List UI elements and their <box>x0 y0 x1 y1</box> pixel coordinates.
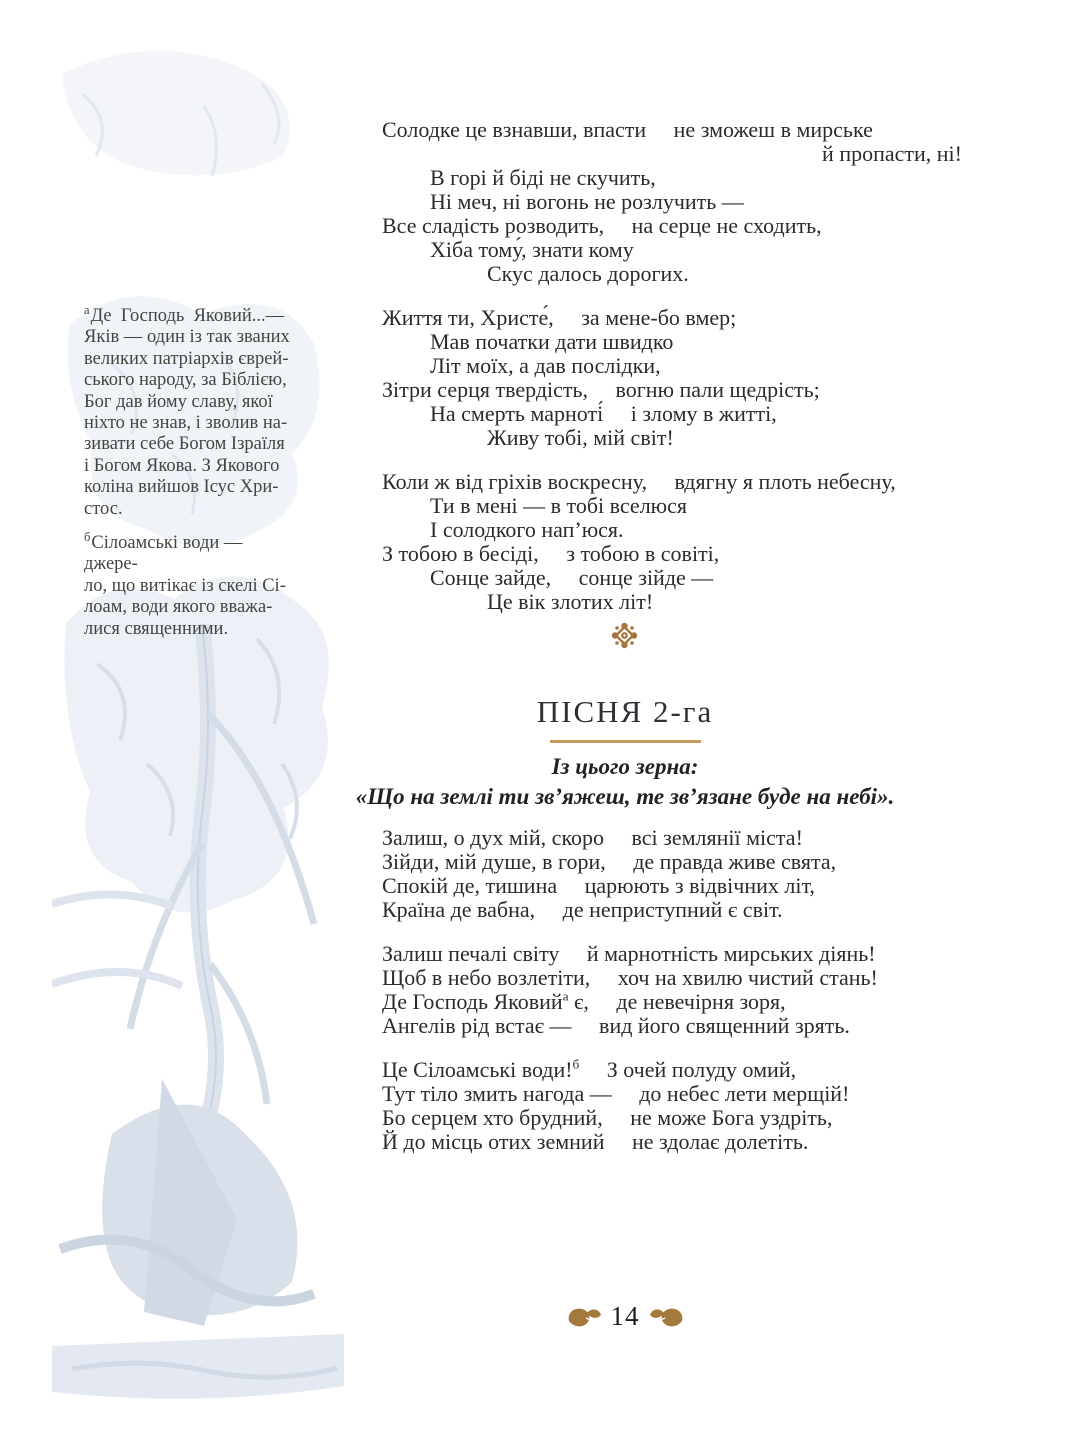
poem-line: Хіба тому́, знати кому <box>430 237 634 262</box>
footnote-line: коліна вийшов Ісус Хри- <box>84 477 279 498</box>
poem-line: Сонце зайде, сонце зійде — <box>430 565 714 590</box>
footnote-line: великих патріархів єврей- <box>84 348 289 369</box>
footnote-line: ніхто не знав, і зволив на- <box>84 413 288 434</box>
poem-line: Зітри серця твердість, вогню пали щедрість; <box>382 377 820 402</box>
footnote-reference: б <box>572 1056 580 1072</box>
stanza <box>382 118 982 286</box>
poem-line: Де Господь Яковий$^а$ є, де невечірня зоря, <box>382 988 786 1014</box>
footnote-line: $^б$Сілоамські води — джере- <box>84 529 248 575</box>
poem-line: Скус далось дорогих. <box>487 261 689 286</box>
song-two-stanzas <box>382 826 982 1154</box>
song-heading: ПІСНЯ 2-га <box>536 694 714 729</box>
poem-line: Спокій де, тишина царюють з відвічних літ, <box>382 873 815 898</box>
footnote-line: і Богом Якова. З Якового <box>84 455 280 476</box>
poem-line: Ангелів рід встає — вид його священний зрять. <box>382 1013 850 1038</box>
epigraph <box>330 752 920 812</box>
poem-line: Все сладість розводить, на серце не сходить, <box>382 213 822 238</box>
poem-line: Бо серцем хто брудний, не може Бога уздріть, <box>382 1105 833 1130</box>
footnotes-column <box>84 302 300 653</box>
poem-line: На смерть марноті́ і злому в житті, <box>430 401 777 426</box>
poem-line: Коли ж від гріхів воскресну, вдягну я плоть небесну, <box>382 469 896 494</box>
footnote <box>84 302 300 520</box>
heading-rule <box>550 740 701 743</box>
stanza <box>382 1058 982 1154</box>
poem-line: Це Сілоамські води!$^б$ З очей полуду омий, <box>382 1056 797 1082</box>
poem-line: Літ моїх, а дав послідки, <box>430 353 661 378</box>
leaf-ornament-right-icon <box>649 1304 685 1330</box>
footnote-line: стос. <box>84 498 123 519</box>
poem-line: Ти в мені — в тобі вселюся <box>430 493 687 518</box>
footnote-line: $^а$Де Господь Яковий...— <box>84 302 285 326</box>
poem-line: Це вік злотих літ! <box>487 589 654 614</box>
poem-line: Щоб в небо возлетіти, хоч на хвилю чистий стань! <box>382 965 878 990</box>
page-footer <box>380 1301 870 1335</box>
footnote-line: зивати себе Богом Ізраїля <box>84 434 285 455</box>
poem-line: З тобою в бесіді, з тобою в совіті, <box>382 541 720 566</box>
poem-line: Залиш, о дух мій, скоро всі землянії міста! <box>382 825 803 850</box>
leaf-ornament-left-icon <box>566 1304 602 1330</box>
song-one-ending <box>382 118 982 614</box>
rosette-ornament-icon <box>611 622 638 649</box>
poem-line: Й до місць отих земний не здолає долетіть. <box>382 1129 809 1154</box>
stanza <box>382 470 982 614</box>
poem-line: Країна де вабна, де неприступний є світ. <box>382 897 783 922</box>
tree-sketch-illustration <box>52 24 344 1424</box>
poem-line: Мав початки дати швидко <box>430 329 674 354</box>
footnote-line: лоам, води якого вважа- <box>84 597 273 618</box>
footnote-line: Бог дав йому славу, якої <box>84 391 273 412</box>
footnote-line: Яків — один із так званих <box>84 327 290 348</box>
stanza <box>382 942 982 1038</box>
footnote <box>84 529 300 640</box>
poem-line: Живу тобі, мій світ! <box>487 425 674 450</box>
epigraph-line-1: Із цього зерна: <box>551 754 699 779</box>
poem-line: Зійди, мій душе, в гори, де правда живе свята, <box>382 849 837 874</box>
footnote-line: лися священними. <box>84 618 229 639</box>
poem-line: й пропасти, ні! <box>822 141 962 166</box>
footnote-line: ського народу, за Біблією, <box>84 370 287 391</box>
poem-line: Життя ти, Христе́, за мене-бо вмер; <box>382 305 737 330</box>
poem-line: Тут тіло змить нагода — до небес лети мерщій! <box>382 1081 850 1106</box>
poem-line: І солодкого нап’юся. <box>430 517 624 542</box>
stanza <box>382 306 982 450</box>
poem-line: Ні меч, ні вогонь не розлучить — <box>430 189 744 214</box>
stanza <box>382 826 982 922</box>
poem-line: В горі й біді не скучить, <box>430 165 656 190</box>
poem-line: Залиш печалі світу й марнотність мирських діянь! <box>382 941 876 966</box>
footnote-marker: а <box>84 302 90 317</box>
epigraph-line-2: «Що на землі ти зв’яжеш, те зв’язане буде на небі». <box>355 784 895 809</box>
page-number: 14 <box>610 1301 640 1331</box>
poem-line: Солодке це взнавши, впасти не зможеш в мирське <box>382 117 873 142</box>
footnote-marker: б <box>84 529 91 544</box>
footnote-line: ло, що витікає із скелі Сі- <box>84 575 286 596</box>
footnote-reference: а <box>562 988 569 1004</box>
